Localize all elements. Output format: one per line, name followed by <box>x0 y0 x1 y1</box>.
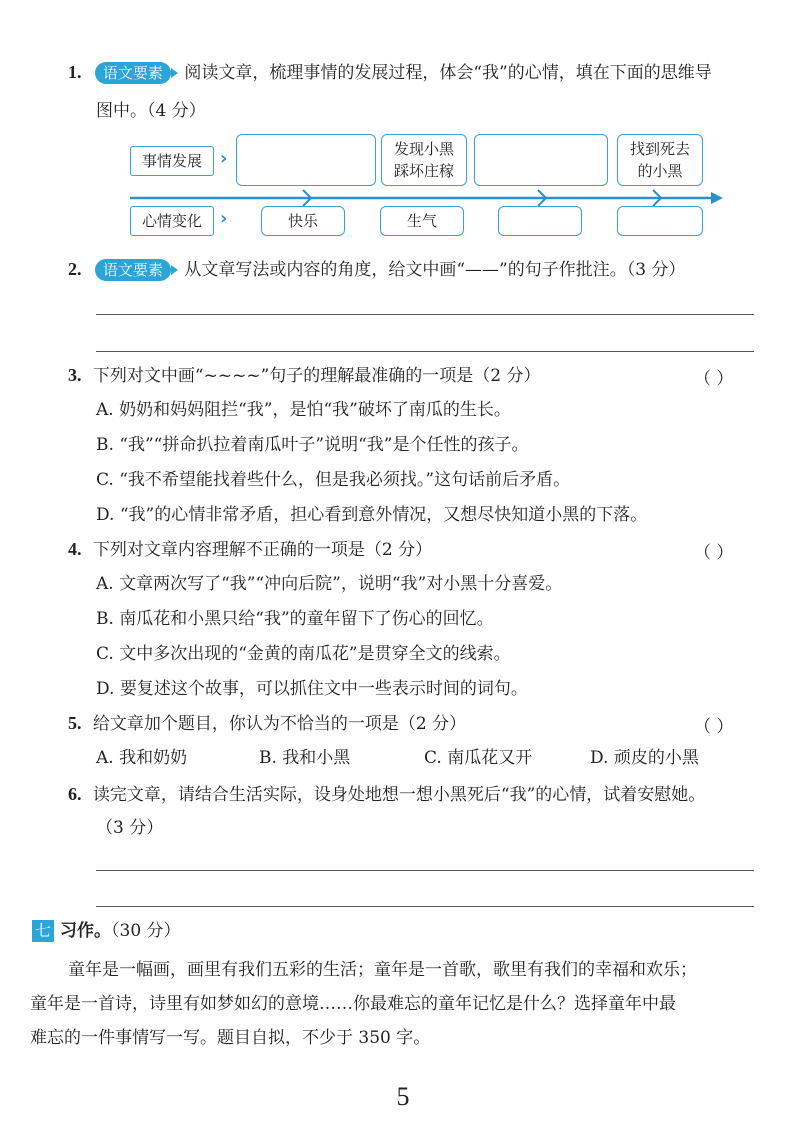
label-mood: 心情变化 <box>130 206 214 236</box>
q3-answer-paren[interactable]: （ ） <box>694 369 734 389</box>
q4-answer-paren[interactable]: （ ） <box>694 543 734 563</box>
chevron-right-icon: › <box>220 208 228 229</box>
q2-number: 2. <box>68 259 82 279</box>
q2-badge: 语文要素 <box>95 259 171 281</box>
q6 <box>68 783 705 806</box>
answer-line[interactable] <box>96 314 754 315</box>
chevron-right-icon: › <box>220 148 228 169</box>
q3 <box>68 364 540 387</box>
event-box-4-line1: 找到死去 <box>629 140 690 158</box>
page-number: 5 <box>396 1082 410 1111</box>
section7-para-line2: 童年是一首诗，诗里有如梦如幻的意境……你最难忘的童年记忆是什么？选择童年中最 <box>30 994 676 1014</box>
mood-box-4[interactable] <box>617 206 703 236</box>
q5-number: 5. <box>68 713 82 733</box>
mood-box-3[interactable] <box>498 206 582 236</box>
answer-line[interactable] <box>96 906 754 907</box>
q4-option-a: A. 文章两次写了“我”“冲向后院”，说明“我”对小黑十分喜爱。 <box>96 574 563 594</box>
q3-text: 下列对文中画“~~~~”句子的理解最准确的一项是（2 分） <box>92 366 541 386</box>
q4-option-b: B. 南瓜花和小黑只给“我”的童年留下了伤心的回忆。 <box>96 609 494 629</box>
q5-option-d: D. 顽皮的小黑 <box>590 748 699 768</box>
section7-score: （30 分） <box>111 921 181 941</box>
q1-badge: 语文要素 <box>95 62 171 84</box>
q6-number: 6. <box>68 784 82 804</box>
q5-text: 给文章加个题目，你认为不恰当的一项是（2 分） <box>92 714 467 734</box>
section-number-icon: 七 <box>32 920 54 942</box>
q4-text: 下列对文章内容理解不正确的一项是（2 分） <box>92 540 433 560</box>
q4 <box>68 538 432 561</box>
event-box-3[interactable] <box>474 134 608 186</box>
section7-heading <box>60 920 181 942</box>
q4-option-d: D. 要复述这个故事，可以抓住文中一些表示时间的词句。 <box>96 679 528 699</box>
q6-text-line1: 读完文章，请结合生活实际，设身处地想一想小黑死后“我”的心情，试着安慰她。 <box>92 785 706 805</box>
event-box-2 <box>381 134 467 186</box>
section7-title: 习作。 <box>60 921 111 941</box>
q4-option-c: C. 文中多次出现的“金黄的南瓜花”是贯穿全文的线索。 <box>96 644 511 664</box>
mood-box-2: 生气 <box>380 206 464 236</box>
q3-option-b: B. “我”“拼命扒拉着南瓜叶子”说明“我”是个任性的孩子。 <box>96 435 529 455</box>
event-box-2-line1: 发现小黑 <box>393 140 454 158</box>
q3-option-a: A. 奶奶和妈妈阻拦“我”，是怕“我”破坏了南瓜的生长。 <box>96 400 511 420</box>
q3-option-d: D. “我”的心情非常矛盾，担心看到意外情况，又想尽快知道小黑的下落。 <box>96 505 648 525</box>
q1 <box>68 61 712 84</box>
q5-option-c: C. 南瓜花又开 <box>424 748 533 768</box>
event-box-1[interactable] <box>236 134 376 186</box>
label-events: 事情发展 <box>130 146 214 176</box>
q3-number: 3. <box>68 365 82 385</box>
section7-para-line3: 难忘的一件事情写一写。题目自拟，不少于 350 字。 <box>30 1028 431 1048</box>
event-box-4-line2: 的小黑 <box>637 162 683 180</box>
q3-option-c: C. “我不希望能找着些什么，但是我必须找。”这句话前后矛盾。 <box>96 470 571 490</box>
q6-text-line2: （3 分） <box>96 818 164 838</box>
q5 <box>68 712 466 735</box>
q5-answer-paren[interactable]: （ ） <box>694 717 734 737</box>
q4-number: 4. <box>68 539 82 559</box>
q5-option-b: B. 我和小黑 <box>259 748 351 768</box>
answer-line[interactable] <box>96 351 754 352</box>
answer-line[interactable] <box>96 870 754 871</box>
event-box-4 <box>617 134 703 186</box>
q5-option-a: A. 我和奶奶 <box>96 748 188 768</box>
event-box-2-line2: 踩坏庄稼 <box>393 162 454 180</box>
q2 <box>68 258 685 281</box>
q1-text-line2: 图中。（4 分） <box>96 101 206 121</box>
mood-box-1: 快乐 <box>261 206 345 236</box>
q2-text: 从文章写法或内容的角度，给文中画“——”的句子作批注。（3 分） <box>184 260 686 280</box>
q1-text-line1: 阅读文章，梳理事情的发展过程，体会“我”的心情，填在下面的思维导 <box>184 63 712 83</box>
section7-para-line1: 童年是一幅画，画里有我们五彩的生活；童年是一首歌，歌里有我们的幸福和欢乐； <box>68 960 697 980</box>
q1-number: 1. <box>68 62 82 82</box>
